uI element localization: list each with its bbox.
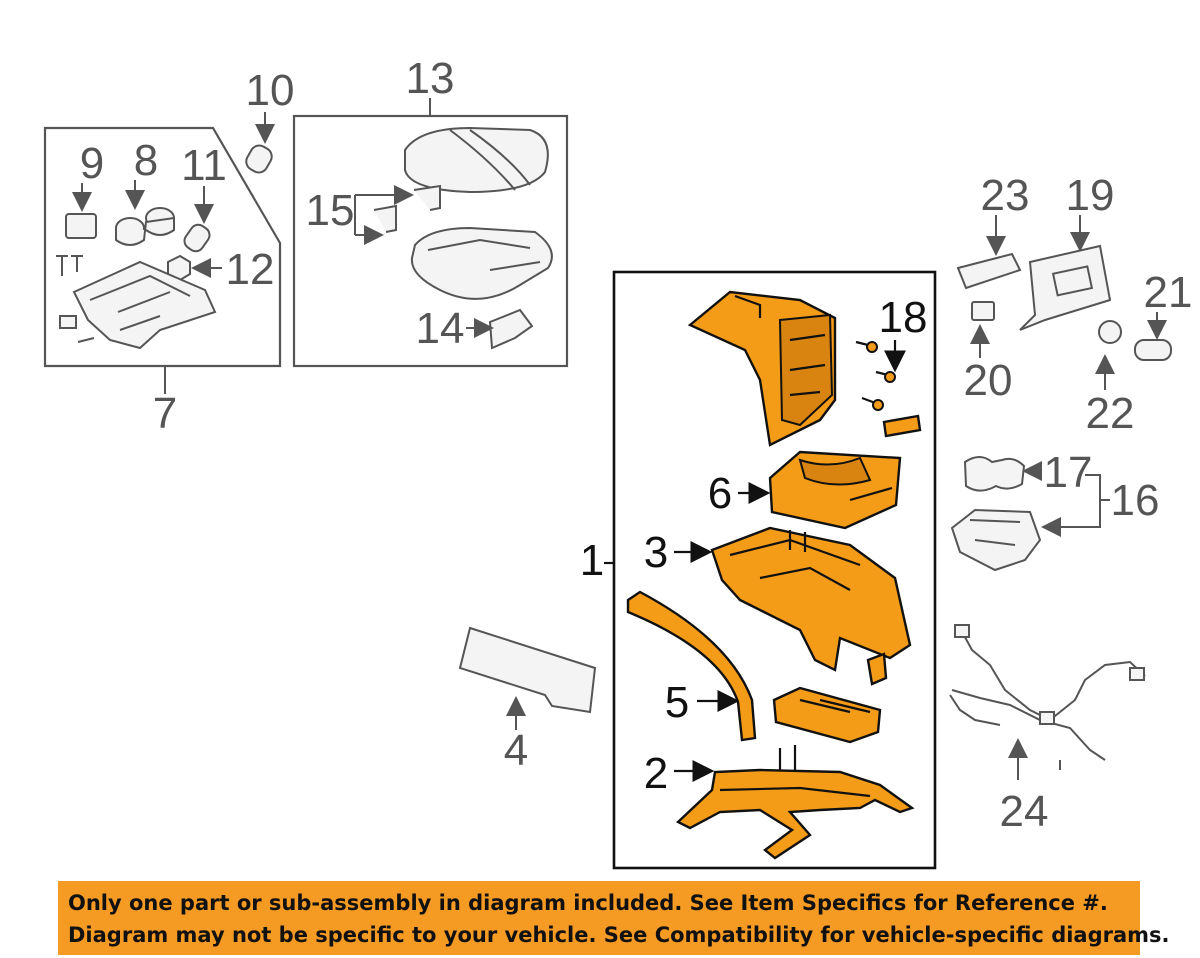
callout-6: 6 (707, 469, 733, 518)
part-3-console-body (712, 528, 910, 684)
callout-8: 8 (133, 136, 159, 185)
callout-22: 22 (1085, 389, 1135, 438)
disclaimer-line-2: Diagram may not be specific to your vehicle. See Compatibility for vehicle-specific diagrams. (68, 923, 1170, 947)
part-9-switch (66, 214, 96, 238)
callout-9: 9 (79, 139, 105, 188)
part-8-cupholder (116, 208, 174, 245)
part-11-cylinder (181, 222, 212, 255)
disclaimer-banner (58, 881, 1170, 955)
callout-13: 13 (405, 54, 455, 103)
part-7-tray (74, 262, 215, 348)
part-4-panel (460, 628, 595, 712)
callout-21: 21 (1143, 268, 1193, 317)
part-5-trim (628, 592, 755, 740)
callout-4: 4 (503, 726, 529, 775)
callout-20: 20 (963, 356, 1013, 405)
part-6-tray (770, 452, 900, 528)
callout-16: 16 (1110, 476, 1160, 525)
assembly-7-group (45, 128, 280, 438)
callout-15: 15 (305, 186, 355, 235)
callout-19: 19 (1065, 171, 1115, 220)
callout-2: 2 (643, 749, 669, 798)
part-16-insert (952, 510, 1040, 570)
part-1-module (774, 688, 880, 742)
disclaimer-line-1: Only one part or sub-assembly in diagram included. See Item Specifics for Reference #. (68, 891, 1108, 915)
callout-18: 18 (878, 293, 928, 342)
callout-3: 3 (643, 528, 669, 577)
callout-10: 10 (245, 66, 295, 115)
assembly-13-group (294, 54, 567, 366)
assembly-1-group (580, 272, 935, 868)
part-24-harness (950, 625, 1145, 770)
part-10-group (243, 66, 295, 176)
part-4-group (460, 628, 595, 775)
part-14-bracket (490, 310, 532, 348)
callout-24: 24 (999, 787, 1049, 836)
part-18-screws (856, 342, 920, 436)
part-21-plug (1135, 340, 1171, 360)
part-17-cupholder (965, 457, 1024, 491)
callout-17: 17 (1043, 448, 1093, 497)
part-23-control (958, 254, 1020, 288)
callout-23: 23 (980, 171, 1030, 220)
callout-7: 7 (152, 389, 178, 438)
part-2-base-bracket (678, 745, 912, 858)
callout-5: 5 (664, 678, 690, 727)
callout-12: 12 (225, 245, 275, 294)
part-22-socket (1099, 321, 1121, 343)
part-13-lid (405, 128, 548, 192)
callout-1: 1 (579, 536, 605, 585)
part-20-switch (972, 302, 994, 320)
callout-11: 11 (181, 141, 227, 190)
right-parts-group (950, 171, 1192, 836)
part-1-armrest-lid (690, 292, 835, 445)
callout-14: 14 (415, 304, 465, 353)
